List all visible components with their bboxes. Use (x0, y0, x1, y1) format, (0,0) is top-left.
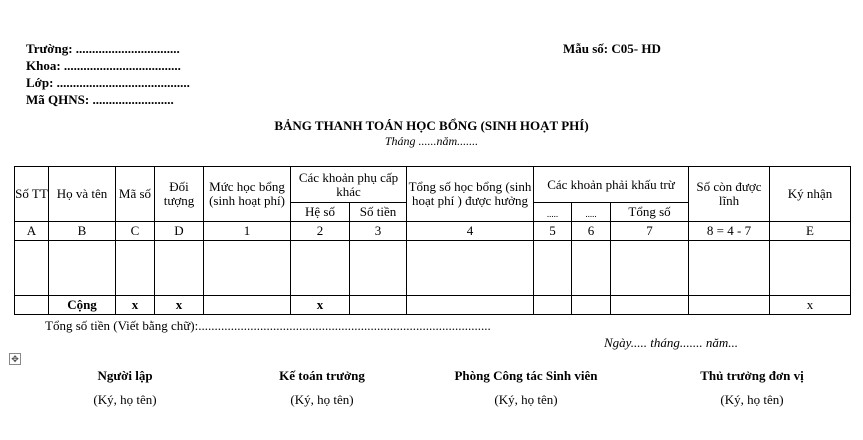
total-cell: x (291, 296, 350, 315)
faculty-field: Khoa: .................................... (26, 58, 181, 73)
data-cell[interactable] (204, 241, 291, 296)
col-deduction-2: ..... (572, 203, 611, 222)
index-cell: 5 (534, 222, 572, 241)
col-coefficient: Hệ số (291, 203, 350, 222)
signature-note: (Ký, họ tên) (494, 392, 558, 407)
class-field: Lớp: ......................................... (26, 75, 190, 90)
total-cell (689, 296, 770, 315)
col-scholarship-rate: Mức học bổng (sinh hoạt phí) (204, 167, 291, 222)
index-cell: C (116, 222, 155, 241)
total-cell (611, 296, 689, 315)
total-cell (572, 296, 611, 315)
col-signature: Ký nhận (770, 167, 851, 222)
index-cell: 8 = 4 - 7 (689, 222, 770, 241)
index-cell: D (155, 222, 204, 241)
index-cell: 3 (350, 222, 407, 241)
col-total-scholarship: Tổng số học bổng (sinh hoạt phí ) được hưởng (407, 167, 534, 222)
index-cell: B (49, 222, 116, 241)
document-title: BẢNG THANH TOÁN HỌC BỔNG (SINH HOẠT PHÍ) (274, 118, 589, 133)
signature-note: (Ký, họ tên) (720, 392, 784, 407)
data-cell[interactable] (572, 241, 611, 296)
scholarship-table (14, 166, 851, 315)
data-cell[interactable] (15, 241, 49, 296)
data-row (15, 241, 851, 296)
col-deduction-1: ..... (534, 203, 572, 222)
index-cell: 1 (204, 222, 291, 241)
total-cell: x (116, 296, 155, 315)
school-field: Trường: ................................ (26, 41, 180, 56)
total-cell: x (155, 296, 204, 315)
signature-note: (Ký, họ tên) (290, 392, 354, 407)
total-cell (15, 296, 49, 315)
data-cell[interactable] (350, 241, 407, 296)
total-cell (407, 296, 534, 315)
date-line: Ngày..... tháng....... năm... (604, 335, 738, 350)
total-cell (534, 296, 572, 315)
col-name: Họ và tên (49, 167, 116, 222)
signature-role: Người lập (97, 368, 153, 383)
signature-role: Phòng Công tác Sinh viên (454, 368, 598, 383)
data-cell[interactable] (534, 241, 572, 296)
total-in-words: Tổng số tiền (Viết bằng chữ):.......................................................................................... (45, 318, 491, 333)
col-deductions: Các khoản phải khấu trừ (534, 167, 689, 203)
col-amount: Số tiền (350, 203, 407, 222)
col-target: Đối tượng (155, 167, 204, 222)
signature-note: (Ký, họ tên) (93, 392, 157, 407)
data-cell[interactable] (116, 241, 155, 296)
budget-code-field: Mã QHNS: ......................... (26, 92, 174, 107)
col-stt: Số TT (15, 167, 49, 222)
col-deduction-total: Tổng số (611, 203, 689, 222)
data-cell[interactable] (49, 241, 116, 296)
form-number: Mẫu số: C05- HD (563, 41, 661, 56)
data-cell[interactable] (407, 241, 534, 296)
col-remaining: Số còn được lĩnh (689, 167, 770, 222)
data-cell[interactable] (611, 241, 689, 296)
total-cell: x (770, 296, 851, 315)
total-row (15, 296, 851, 315)
col-allowances: Các khoản phụ cấp khác (291, 167, 407, 203)
total-label: Cộng (49, 296, 116, 315)
col-code: Mã số (116, 167, 155, 222)
signature-role: Kế toán trưởng (279, 368, 365, 383)
index-cell: E (770, 222, 851, 241)
index-cell: 7 (611, 222, 689, 241)
index-cell: 2 (291, 222, 350, 241)
index-row (15, 222, 851, 241)
signature-role: Thủ trưởng đơn vị (700, 368, 804, 383)
index-cell: 4 (407, 222, 534, 241)
data-cell[interactable] (689, 241, 770, 296)
data-cell[interactable] (291, 241, 350, 296)
index-cell: A (15, 222, 49, 241)
move-handle-icon[interactable]: ✥ (9, 353, 21, 365)
total-cell (350, 296, 407, 315)
document-subtitle: Tháng ......năm....... (384, 134, 479, 148)
data-cell[interactable] (770, 241, 851, 296)
total-cell (204, 296, 291, 315)
data-cell[interactable] (155, 241, 204, 296)
index-cell: 6 (572, 222, 611, 241)
